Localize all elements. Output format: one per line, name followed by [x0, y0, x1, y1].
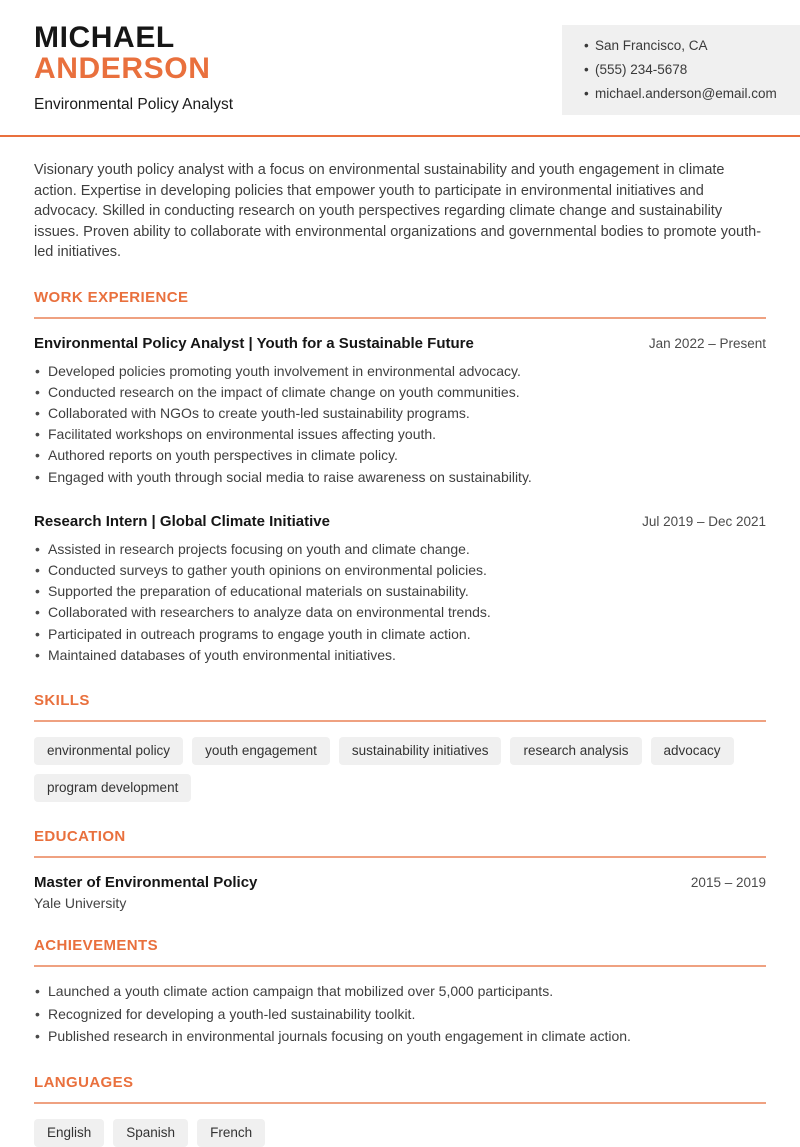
contact-email: [584, 86, 788, 101]
school-name: Yale University: [34, 894, 127, 911]
job-entry: [34, 335, 766, 488]
job-header: [34, 335, 766, 352]
language-tag: French: [197, 1119, 265, 1147]
education-entry-header: [34, 874, 766, 891]
section-work-experience: [34, 289, 766, 666]
contact-location-text: San Francisco, CA: [595, 38, 708, 53]
achievement-list: [34, 981, 766, 1048]
skill-tag: environmental policy: [34, 737, 183, 765]
job-bullet: • Collaborated with NGOs to create youth-led sustainability programs.: [34, 403, 766, 424]
language-tag-list: [34, 1119, 766, 1147]
job-bullet: • Assisted in research projects focusing on youth and climate change.: [34, 539, 766, 560]
job-header: [34, 513, 766, 530]
section-education: [34, 828, 766, 911]
summary-paragraph: Visionary youth policy analyst with a focus on environmental sustainability and youth engagement in climate action. Expertise in developing policies that empower youth to participate in environmental initiatives and advocacy. Skilled in conducting research on youth perspectives regarding climate change and sustainability issues. Proven ability to collaborate with environmental organizations and governmental bodies to promote youth-led initiatives.: [34, 162, 762, 260]
skill-tag: advocacy: [651, 737, 734, 765]
job-bullet-list: [34, 361, 766, 488]
resume-content: [0, 160, 800, 1147]
degree-title: Master of Environmental Policy: [34, 873, 258, 891]
contact-phone-text: (555) 234-5678: [595, 62, 688, 77]
skills-heading: SKILLS: [34, 692, 766, 722]
job-bullet: • Engaged with youth through social media to raise awareness on sustainability.: [34, 467, 766, 488]
resume-header: [0, 0, 800, 137]
section-languages: [34, 1074, 766, 1147]
job-title: Environmental Policy Analyst | Youth for a Sustainable Future: [34, 334, 474, 352]
last-name: ANDERSON: [34, 52, 211, 85]
skill-tag: research analysis: [510, 737, 641, 765]
contact-location: [584, 38, 788, 53]
first-name: MICHAEL: [34, 21, 175, 54]
job-dates: Jul 2019 – Dec 2021: [642, 513, 766, 529]
skill-tag: youth engagement: [192, 737, 330, 765]
skill-tag-list: [34, 737, 766, 802]
languages-heading: LANGUAGES: [34, 1074, 766, 1104]
bullet-dot-icon: •: [584, 62, 589, 77]
contact-email-text: michael.anderson@email.com: [595, 86, 777, 101]
job-bullet: • Supported the preparation of educational materials on sustainability.: [34, 581, 766, 602]
job-bullet: • Collaborated with researchers to analyze data on environmental trends.: [34, 602, 766, 623]
section-achievements: [34, 937, 766, 1048]
job-entry: [34, 513, 766, 666]
job-bullet-list: [34, 539, 766, 666]
job-title-subtitle: Environmental Policy Analyst: [34, 96, 234, 113]
achievement-bullet: • Launched a youth climate action campaign that mobilized over 5,000 participants.: [34, 981, 766, 1002]
job-title: Research Intern | Global Climate Initiative: [34, 512, 330, 530]
achievement-bullet: • Recognized for developing a youth-led sustainability toolkit.: [34, 1004, 766, 1025]
language-tag: English: [34, 1119, 104, 1147]
achievements-heading: ACHIEVEMENTS: [34, 937, 766, 967]
job-bullet: • Maintained databases of youth environmental initiatives.: [34, 645, 766, 666]
job-bullet: • Conducted surveys to gather youth opinions on environmental policies.: [34, 560, 766, 581]
section-skills: [34, 692, 766, 802]
header-divider: [0, 135, 800, 137]
education-dates: 2015 – 2019: [690, 874, 766, 890]
bullet-dot-icon: •: [584, 86, 589, 101]
job-bullet: • Facilitated workshops on environmental issues affecting youth.: [34, 424, 766, 445]
contact-box: [562, 25, 800, 115]
job-dates: Jan 2022 – Present: [648, 335, 766, 351]
job-bullet: • Conducted research on the impact of climate change on youth communities.: [34, 382, 766, 403]
job-bullet: • Authored reports on youth perspectives in climate policy.: [34, 445, 766, 466]
job-bullet: • Developed policies promoting youth involvement in environmental advocacy.: [34, 361, 766, 382]
skill-tag: sustainability initiatives: [339, 737, 502, 765]
achievement-bullet: • Published research in environmental journals focusing on youth engagement in climate action.: [34, 1026, 766, 1047]
language-tag: Spanish: [113, 1119, 188, 1147]
education-heading: EDUCATION: [34, 828, 766, 858]
work-experience-heading: WORK EXPERIENCE: [34, 289, 766, 319]
contact-phone: [584, 62, 788, 77]
job-bullet: • Participated in outreach programs to engage youth in climate action.: [34, 624, 766, 645]
skill-tag: program development: [34, 774, 191, 802]
bullet-dot-icon: •: [584, 38, 589, 53]
